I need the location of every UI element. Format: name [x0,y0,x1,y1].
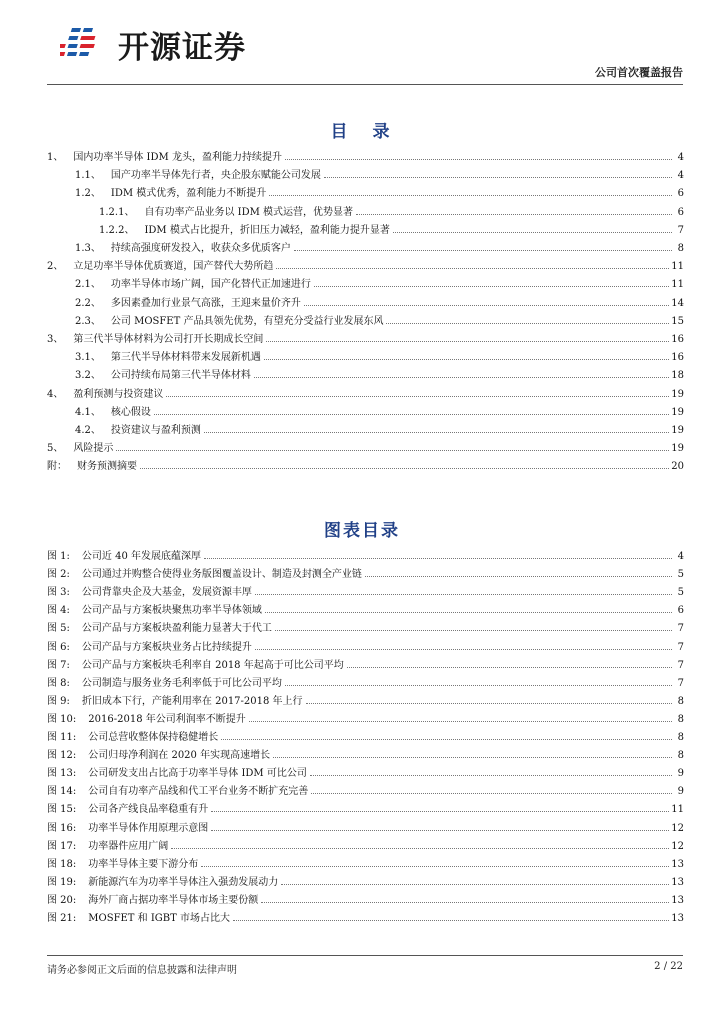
figure-entry-title: 公司归母净利润在 2020 年实现高速增长 [88,750,271,762]
toc-entry-number: 2.1、 [75,279,101,291]
figure-entry-title: 新能源汽车为功率半导体注入强劲发展动力 [88,876,279,888]
figure-entry-number: 图 20: [47,894,77,906]
figure-entry-title: 公司各产线良品率稳重有升 [88,804,209,816]
toc-entry[interactable] [47,365,684,381]
dot-leader [386,322,669,324]
dot-leader [211,829,669,831]
dot-leader [356,213,672,215]
dot-leader [393,231,672,233]
toc-entry-number: 4、 [47,388,64,400]
toc-entry-title: 功率半导体市场广阔，国产化替代正加速进行 [110,279,311,291]
toc-entry[interactable] [47,420,684,436]
toc-entry-title: IDM 模式优秀，盈利能力不断提升 [110,188,267,200]
dot-leader [140,467,669,469]
dot-leader [294,249,672,251]
figure-entry[interactable] [47,799,684,815]
figure-entry-title: 2016-2018 年公司利润率不断提升 [88,713,246,725]
dot-leader [171,847,669,849]
figure-entry-number: 图 1: [47,551,70,562]
dot-leader [281,883,669,885]
toc-entry-title: 立足功率半导体优质赛道，国产替代大势所趋 [73,261,274,273]
dot-leader [204,431,669,433]
figure-entry-page: 7 [677,623,684,635]
toc-entry-page: 16 [671,334,684,345]
header-divider [47,84,683,85]
toc-entry-title: 自有功率产品业务以 IDM 模式运营，优势显著 [144,206,354,218]
dot-leader [265,611,672,613]
figure-entry[interactable] [47,673,684,689]
figure-entry-page: 13 [671,858,684,870]
figure-entry-number: 图 9: [47,695,70,707]
toc-entry[interactable] [47,438,684,454]
toc-entry-number: 4.2、 [75,425,101,436]
toc-entry[interactable] [47,329,684,345]
toc-entry[interactable] [47,274,684,290]
toc-entry-number: 附： [47,461,67,473]
figure-entry-title: 折旧成本下行，产能利用率在 2017-2018 年上行 [81,695,303,707]
figure-entry-page: 8 [677,732,684,743]
toc-entry-page: 11 [671,279,684,291]
figure-entry-page: 12 [671,840,684,852]
dot-leader [304,304,669,306]
figure-entry-page: 12 [671,822,684,834]
dot-leader [266,340,669,342]
figure-entry[interactable] [47,836,684,852]
dot-leader [116,449,669,451]
figure-entry-number: 图 15: [47,804,77,816]
toc-entry-page: 19 [671,443,684,455]
dot-leader [285,158,672,160]
dot-leader [154,413,669,415]
figure-entry-title: 公司背靠央企及大基金，发展资源丰厚 [81,587,252,599]
figure-entry[interactable] [47,890,684,906]
figure-entry-number: 图 7: [47,659,70,671]
figure-entry-page: 7 [677,677,684,689]
figure-entry-number: 图 16: [47,822,77,834]
toc-entry-page: 16 [671,352,684,364]
figure-entry[interactable] [47,872,684,888]
toc-entry-number: 3、 [47,334,64,345]
figure-entry[interactable] [47,854,684,870]
figure-entry-title: 公司通过并购整合使得业务版图覆盖设计、制造及封测全产业链 [81,569,362,581]
toc-title: 目 录 [330,122,394,142]
figure-entry[interactable] [47,691,684,707]
toc-entry[interactable] [47,402,684,418]
figure-entry-number: 图 19: [47,876,77,888]
dot-leader [324,176,672,178]
figure-entry-title: 公司产品与方案板块业务占比持续提升 [81,641,252,653]
figure-entry-title: 海外厂商占据功率半导体市场主要份额 [88,894,259,906]
figure-entry-number: 图 3: [47,587,70,599]
toc-entry-title: 财务预测摘要 [77,461,137,473]
figure-entry-page: 8 [677,750,684,762]
dot-leader [211,810,669,812]
toc-entry-page: 19 [671,388,684,400]
toc-entry-title: 国产功率半导体先行者，央企股东赋能公司发展 [110,170,321,182]
toc-entry-number: 5、 [47,443,64,455]
toc-entry-page: 7 [677,224,684,236]
dot-leader [254,376,669,378]
toc-entry-number: 2.3、 [75,315,101,327]
figure-entry-title: 公司产品与方案板块毛利率自 2018 年起高于可比公司平均 [81,659,344,671]
figure-entry-number: 图 8: [47,677,70,689]
toc-entry-number: 1.2.1、 [99,206,135,218]
dot-leader [166,395,669,397]
figure-entry-page: 5 [677,587,684,599]
toc-entry-title: 风险提示 [73,443,114,455]
figure-entry-title: 公司研发支出占比高于功率半导体 IDM 可比公司 [88,768,307,780]
legal-disclaimer: 请务必参阅正文后面的信息披露和法律声明 [47,965,237,976]
toc-entry-title: 第三代半导体材料带来发展新机遇 [110,352,261,364]
figure-entry-number: 图 10: [47,713,77,725]
figure-entry-page: 8 [677,713,684,725]
toc-entry-page: 6 [677,188,684,200]
toc-entry[interactable] [47,220,684,236]
toc-entry-title: 公司 MOSFET 产品具领先优势，有望充分受益行业发展东风 [110,315,384,327]
dot-leader [276,267,669,269]
figure-entry-page: 11 [671,804,684,816]
toc-entry[interactable] [47,183,684,199]
figure-entry[interactable] [47,727,684,743]
figure-entry[interactable] [47,745,684,761]
figure-entry-page: 8 [677,695,684,707]
dot-leader [365,575,672,577]
figure-entry-title: MOSFET 和 IGBT 市场占比大 [88,913,230,924]
dot-leader [255,648,672,650]
figure-entry-number: 图 21: [47,913,77,924]
toc-entry-page: 19 [671,406,684,418]
toc-entry-page: 4 [677,152,684,163]
figure-entry-page: 9 [677,786,684,798]
dot-leader [273,756,672,758]
toc-entry-page: 19 [671,425,684,436]
dot-leader [310,774,672,776]
figure-entry[interactable] [47,818,684,834]
figure-entry-number: 图 2: [47,569,70,581]
toc-entry[interactable] [47,347,684,363]
toc-entry-number: 3.2、 [75,370,101,382]
figure-entry-page: 5 [677,569,684,581]
dot-leader [306,702,672,704]
toc-entry-number: 1.3、 [75,243,101,254]
figure-entry-number: 图 6: [47,641,70,653]
toc-entry[interactable] [47,256,684,272]
dot-leader [221,738,672,740]
figure-entry-page: 9 [677,768,684,780]
figure-entry[interactable] [47,781,684,797]
dot-leader [204,557,672,559]
page-header [0,0,724,90]
toc-entry-page: 4 [677,170,684,182]
figure-entry-title: 公司近 40 年发展底蕴深厚 [81,551,202,562]
figure-entry-number: 图 13: [47,768,77,780]
toc-entry-number: 4.1、 [75,406,101,418]
toc-entry-number: 1.1、 [75,170,101,182]
figure-entry-number: 图 4: [47,605,70,617]
toc-entry[interactable] [47,147,684,163]
figure-entry-page: 4 [677,551,684,562]
figure-entry-number: 图 17: [47,840,77,852]
brand-logo [60,22,246,66]
toc-entry-page: 18 [671,370,684,382]
toc-entry-number: 2、 [47,261,64,273]
report-type-label: 公司首次覆盖报告 [595,66,683,79]
toc-entry-page: 11 [671,261,684,273]
figure-entry-page: 7 [677,659,684,671]
figure-entry[interactable] [47,618,684,634]
toc-entry[interactable] [47,202,684,218]
toc-entry[interactable] [47,384,684,400]
toc-entry[interactable] [47,293,684,309]
dot-leader [264,358,669,360]
figure-entry[interactable] [47,600,684,616]
page-number: 2 / 22 [654,961,683,972]
figure-entry-number: 图 5: [47,623,70,635]
toc-entry-number: 2.2、 [75,297,101,309]
figure-entry[interactable] [47,763,684,779]
toc-entry-title: 公司持续布局第三代半导体材料 [110,370,251,382]
kaiyuan-logo-icon [60,22,110,66]
figure-entry-title: 功率半导体作用原理示意图 [88,822,209,834]
figure-entry[interactable] [47,908,684,924]
figure-entry-title: 公司制造与服务业务毛利率低于可比公司平均 [81,677,282,689]
dot-leader [269,194,672,196]
dot-leader [233,919,669,921]
toc-entry[interactable] [47,311,684,327]
figure-list-title: 图表目录 [324,521,400,541]
toc-entry-page: 8 [677,243,684,254]
figure-entry-title: 公司产品与方案板块聚焦功率半导体领域 [81,605,262,617]
figure-entry-number: 图 14: [47,786,77,798]
dot-leader [347,666,672,668]
figure-entry[interactable] [47,582,684,598]
figure-entry-page: 13 [671,913,684,924]
toc-entry-number: 1、 [47,152,64,163]
toc-entry[interactable] [47,456,684,472]
dot-leader [314,285,669,287]
toc-entry-title: 投资建议与盈利预测 [110,425,201,436]
toc-entry-number: 1.2.2、 [99,224,135,236]
toc-entry-page: 15 [671,315,684,327]
toc-entry-title: IDM 模式占比提升，折旧压力减轻，盈利能力提升显著 [144,224,390,236]
dot-leader [285,684,672,686]
dot-leader [275,629,672,631]
toc-entry-page: 14 [671,297,684,309]
figure-entry-number: 图 18: [47,858,77,870]
footer-divider [47,955,683,956]
dot-leader [311,792,672,794]
toc-entry-page: 6 [677,206,684,218]
dot-leader [261,901,669,903]
figure-entry-title: 功率半导体主要下游分布 [88,858,199,870]
figure-entry-page: 6 [677,605,684,617]
toc-entry[interactable] [47,238,684,254]
figure-entry-title: 功率器件应用广阔 [88,840,169,852]
figure-entry[interactable] [47,637,684,653]
figure-entry[interactable] [47,564,684,580]
toc-entry[interactable] [47,165,684,181]
toc-entry-title: 核心假设 [110,406,151,418]
figure-entry[interactable] [47,709,684,725]
dot-leader [201,865,669,867]
figure-entry-page: 13 [671,894,684,906]
figure-entry-title: 公司自有功率产品线和代工平台业务不断扩充完善 [88,786,309,798]
toc-entry-page: 20 [671,461,684,473]
figure-entry-number: 图 11: [47,732,77,743]
figure-entry-page: 7 [677,641,684,653]
toc-entry-title: 国内功率半导体 IDM 龙头，盈利能力持续提升 [73,152,282,163]
dot-leader [255,593,672,595]
toc-entry-title: 多因素叠加行业景气高涨，王迎来量价齐升 [110,297,301,309]
figure-entry-title: 公司总营收整体保持稳健增长 [88,732,219,743]
toc-entry-title: 第三代半导体材料为公司打开长期成长空间 [73,334,264,345]
toc-entry-title: 盈利预测与投资建议 [73,388,164,400]
toc-entry-number: 3.1、 [75,352,101,364]
figure-entry[interactable] [47,655,684,671]
brand-name: 开源证券 [118,29,246,66]
figure-entry[interactable] [47,546,684,562]
dot-leader [249,720,672,722]
toc-entry-title: 持续高强度研发投入，收获众多优质客户 [110,243,291,254]
figure-entry-title: 公司产品与方案板块盈利能力显著大于代工 [81,623,272,635]
figure-entry-number: 图 12: [47,750,77,762]
figure-entry-page: 13 [671,876,684,888]
toc-entry-number: 1.2、 [75,188,101,200]
